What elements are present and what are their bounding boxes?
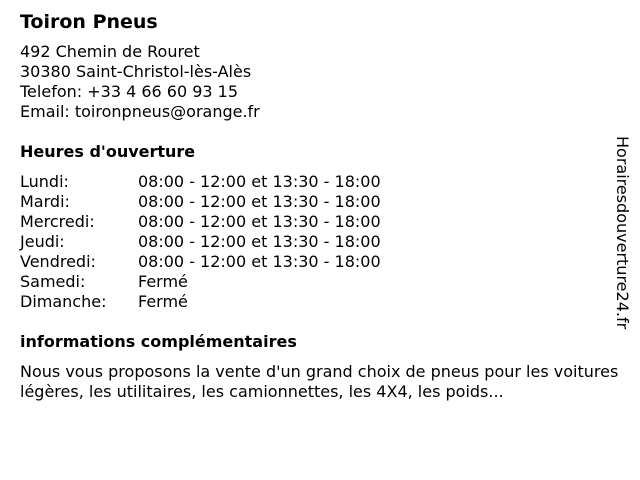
business-name: Toiron Pneus [20, 11, 158, 33]
hours-row-monday [20, 172, 620, 192]
day-label: Lundi: [20, 172, 69, 191]
time-value: 08:00 - 12:00 et 13:30 - 18:00 [138, 252, 381, 271]
hours-row-saturday [20, 272, 620, 292]
time-value: 08:00 - 12:00 et 13:30 - 18:00 [138, 172, 381, 191]
watermark-site-name: Horairesdouverture24.fr [613, 136, 632, 330]
address-line-street: 492 Chemin de Rouret [20, 42, 200, 61]
day-label: Mardi: [20, 192, 70, 211]
time-value: 08:00 - 12:00 et 13:30 - 18:00 [138, 232, 381, 251]
info-title: informations complémentaires [20, 332, 297, 351]
day-label: Jeudi: [20, 232, 65, 251]
hours-table [20, 172, 620, 312]
time-value: Fermé [138, 272, 188, 291]
hours-row-thursday [20, 232, 620, 252]
business-card [20, 10, 620, 402]
hours-row-friday [20, 252, 620, 272]
address-line-city: 30380 Saint-Christol-lès-Alès [20, 62, 252, 81]
day-label: Mercredi: [20, 212, 95, 231]
phone-number: Telefon: +33 4 66 60 93 15 [20, 82, 239, 101]
hours-row-tuesday [20, 192, 620, 212]
hours-title: Heures d'ouverture [20, 142, 196, 161]
day-label: Vendredi: [20, 252, 96, 271]
time-value: 08:00 - 12:00 et 13:30 - 18:00 [138, 212, 381, 231]
info-description: Nous vous proposons la vente d'un grand choix de pneus pour les voitures légères, les utilitaires, les camionnettes, les 4X4, les poids... [20, 362, 619, 401]
day-label: Dimanche: [20, 292, 107, 311]
time-value: Fermé [138, 292, 188, 311]
contact-block [20, 42, 620, 122]
hours-row-sunday [20, 292, 620, 312]
email-address: Email: toironpneus@orange.fr [20, 102, 260, 121]
time-value: 08:00 - 12:00 et 13:30 - 18:00 [138, 192, 381, 211]
hours-row-wednesday [20, 212, 620, 232]
day-label: Samedi: [20, 272, 86, 291]
